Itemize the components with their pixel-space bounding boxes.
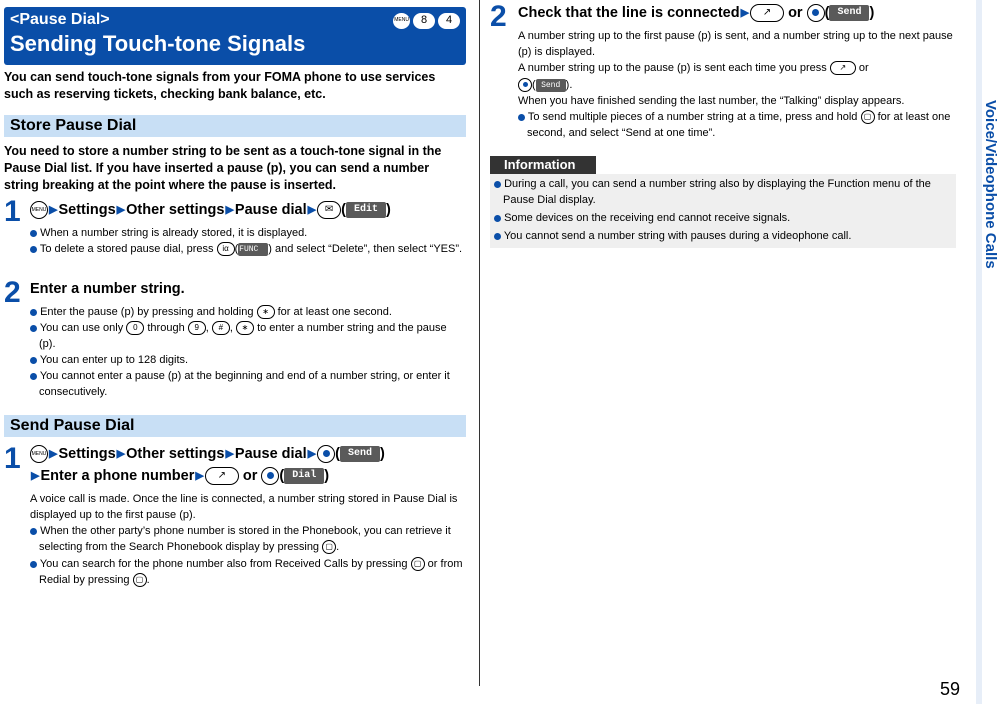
step-number: 1: [4, 442, 21, 475]
menu-item: Settings: [58, 446, 116, 462]
nine-key-icon: 9: [188, 321, 206, 335]
menu-item: Pause dial: [234, 202, 307, 218]
bullet-icon: [494, 181, 501, 188]
store-step2-title: Enter a number string.: [30, 281, 185, 297]
arrow-icon: ▶: [307, 204, 317, 216]
step-body: A voice call is made. Once the line is connected, a number string stored in Pause Dial is displayed up to the first pause (p).: [30, 493, 458, 521]
select-key-icon: [518, 78, 532, 92]
select-key-icon: [317, 445, 335, 463]
arrow-icon: ▶: [225, 204, 234, 216]
key-4-icon: 4: [438, 13, 460, 29]
key-8-icon: 8: [413, 13, 435, 29]
call-key-icon: ↗: [750, 4, 784, 22]
shortcut-keys: [393, 13, 460, 29]
bullet-item: When a number string is already stored, it is displayed.: [30, 225, 466, 241]
soft-key-dial: Dial: [284, 468, 324, 484]
send-step1-line: MENU ▶ Settings ▶ Other settings ▶ Pause dial ▶ ( Send ): [30, 443, 385, 465]
bullet-item: You can use only 0 through 9 , # , ∗ to enter a number string and the pause (p).: [30, 320, 466, 352]
arrow-icon: ▶: [49, 204, 58, 216]
menu-item: Settings: [58, 202, 116, 218]
nav-key-icon: ▢: [133, 573, 147, 587]
bullet-icon: [30, 325, 37, 332]
call-key-icon: ↗: [830, 61, 856, 75]
arrow-icon: ▶: [307, 448, 317, 460]
step-number: 1: [4, 195, 21, 228]
arrow-icon: ▶: [740, 7, 750, 19]
menu-item: Other settings: [126, 202, 225, 218]
soft-key-send: Send: [536, 79, 566, 92]
section-send-heading: Send Pause Dial: [4, 415, 466, 437]
side-label: Voice/Videophone Calls: [982, 100, 999, 269]
bullet-icon: [30, 528, 37, 535]
section-store-heading: Store Pause Dial: [4, 115, 466, 137]
nav-key-icon: ▢: [411, 557, 425, 571]
arrow-icon: ▶: [116, 204, 126, 216]
star-key-icon: ∗: [257, 305, 275, 319]
bullet-icon: [494, 233, 501, 240]
select-key-icon: [807, 4, 825, 22]
menu-item: Pause dial: [234, 446, 307, 462]
call-key-icon: ↗: [205, 467, 239, 485]
store-step1-line: MENU ▶ Settings ▶ Other settings ▶ Pause dial ▶ ✉ ( Edit ): [30, 199, 391, 221]
step-number: 2: [4, 276, 21, 309]
bullet-item: When the other party’s phone number is stored in the Phonebook, you can retrieve it selecting from the Search Phonebook display by pressing ▢ .: [30, 523, 466, 555]
bullet-item: You cannot enter a pause (p) at the beginning and end of a number string, or enter it consecutively.: [30, 368, 466, 400]
arrow-icon: ▶: [195, 470, 204, 482]
nav-key-icon: ▢: [322, 540, 336, 554]
hash-key-icon: #: [212, 321, 230, 335]
menu-item: Enter a phone number: [40, 468, 195, 484]
column-divider: [479, 0, 480, 686]
bullet-icon: [30, 230, 37, 237]
information-tab: Information: [490, 156, 596, 174]
menu-item: Other settings: [126, 446, 225, 462]
zero-key-icon: 0: [126, 321, 144, 335]
bullet-icon: [30, 561, 37, 568]
info-item: You cannot send a number string with pauses during a videophone call.: [494, 228, 952, 244]
menu-key-icon: MENU: [30, 201, 48, 219]
bullet-icon: [30, 357, 37, 364]
bullet-icon: [518, 114, 525, 121]
step-body: ( Send ).: [518, 77, 958, 93]
arrow-icon: ▶: [225, 448, 234, 460]
soft-key-edit: Edit: [346, 202, 386, 218]
mail-key-icon: ✉: [317, 201, 341, 219]
bullet-item: You can enter up to 128 digits.: [30, 352, 466, 368]
info-item: Some devices on the receiving end cannot receive signals.: [494, 210, 952, 226]
bullet-item: To send multiple pieces of a number string at a time, press and hold ▢ for at least one second, and select “Send at one time”.: [518, 109, 958, 141]
bullet-item: You can search for the phone number also from Received Calls by pressing ▢ or from Redial by pressing ▢ .: [30, 556, 466, 588]
step-body: A number string up to the first pause (p) is sent, and a number string up to the next pause (p) is displayed.: [518, 30, 953, 58]
page-number: 59: [939, 679, 960, 699]
bullet-icon: [30, 246, 37, 253]
menu-key-icon: MENU: [393, 13, 410, 29]
arrow-icon: ▶: [116, 448, 126, 460]
page-title: Sending Touch-tone Signals: [10, 31, 306, 56]
info-item: During a call, you can send a number string also by displaying the Function menu of the Pause Dial display.: [494, 176, 952, 208]
intro-text: You can send touch-tone signals from your FOMA phone to use services such as reserving tickets, checking bank balance, etc.: [4, 70, 436, 101]
bullet-icon: [494, 215, 501, 222]
send-step2-line: Check that the line is connected ▶ ↗ or ( Send ): [518, 2, 874, 24]
bullet-item: To delete a stored pause dial, press iα (FUNC ) and select “Delete”, then select “YES”.: [30, 241, 466, 257]
arrow-icon: ▶: [49, 448, 58, 460]
select-key-icon: [261, 467, 279, 485]
bullet-item: Enter the pause (p) by pressing and holding ∗ for at least one second.: [30, 304, 466, 320]
bullet-icon: [30, 373, 37, 380]
soft-key-send: Send: [829, 5, 869, 21]
step-body: When you have finished sending the last number, the “Talking” display appears.: [518, 95, 905, 107]
nav-key-icon: ▢: [861, 110, 875, 124]
section-store-description: You need to store a number string to be sent as a touch-tone signal in the Pause Dial list. If you have inserted a pause (p), you can send a number string breaking at the point where the pause is inserted.: [4, 144, 442, 192]
soft-key-func: FUNC: [238, 243, 268, 256]
step-number: 2: [490, 0, 507, 33]
send-step1-line2: ▶ Enter a phone number ▶ ↗ or ( Dial ): [30, 465, 329, 487]
page-subtitle: <Pause Dial>: [10, 11, 110, 28]
star-key-icon: ∗: [236, 321, 254, 335]
menu-key-icon: MENU: [30, 445, 48, 463]
title-bar: [4, 7, 466, 65]
arrow-icon: ▶: [31, 470, 40, 482]
soft-key-send: Send: [340, 446, 380, 462]
bullet-icon: [30, 309, 37, 316]
side-tab: [968, 0, 1004, 704]
step-body: A number string up to the pause (p) is sent each time you press ↗ or: [518, 62, 869, 74]
i-key-icon: iα: [217, 242, 235, 256]
